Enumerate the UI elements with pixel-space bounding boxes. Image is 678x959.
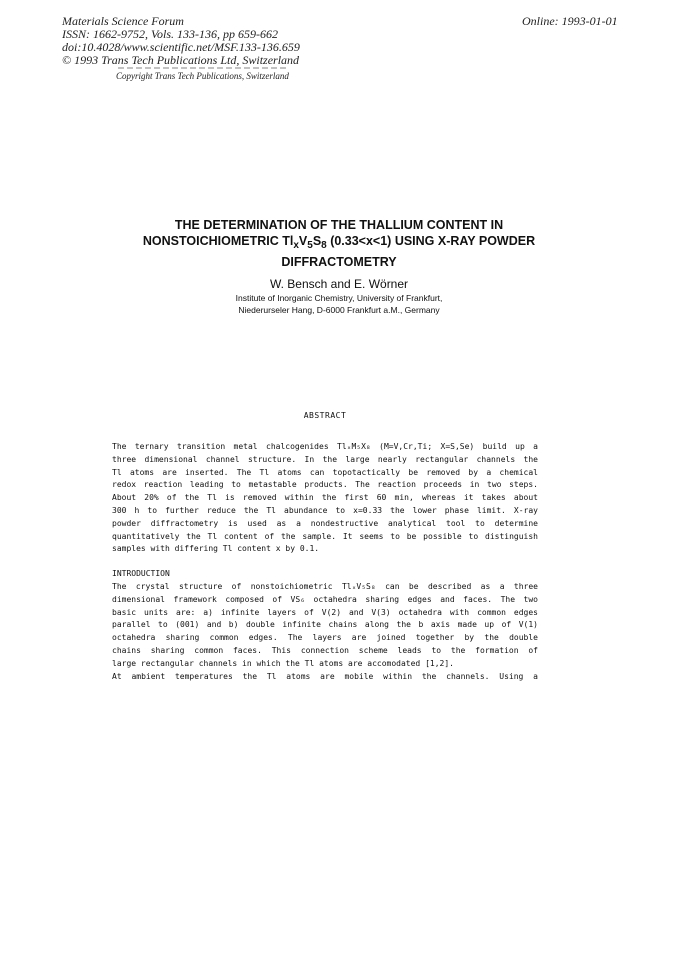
doi-line: doi:10.4028/www.scientific.net/MSF.133-136.659 bbox=[62, 40, 300, 54]
journal-header bbox=[62, 15, 300, 67]
intro-line: The crystal structure of nonstoichiometric TlₓV₅S₈ can be described as a three bbox=[112, 582, 538, 591]
affiliation: Institute of Inorganic Chemistry, University of Frankfurt, Niederurseler Hang, D-6000 Frankfurt a.M., Germany bbox=[235, 293, 443, 315]
abstract-line: 300 h to further reduce the Tl abundance to x=0.33 the lower phase limit. X-ray bbox=[112, 505, 538, 515]
copyright-stamp: Copyright Trans Tech Publications, Switzerland bbox=[116, 71, 289, 81]
intro-line: basic units are: a) infinite layers of V(2) and V(3) octahedra with common edges bbox=[112, 607, 538, 617]
intro-line: parallel to (001) and b) double infinite chains along the b axis made up of V(1) bbox=[112, 620, 538, 630]
intro-line: dimensional framework composed of VS₆ octahedra sharing edges and faces. The two bbox=[112, 594, 538, 604]
authors: W. Bensch and E. Wörner bbox=[269, 277, 409, 291]
abstract-body bbox=[112, 441, 538, 556]
introduction-body bbox=[112, 581, 538, 683]
abstract-line: powder diffractometry is used as a nondestructive analytical tool to determine bbox=[112, 518, 538, 528]
abstract-line: quantitatively the Tl content of the sample. It seems to be possible to distinguish bbox=[112, 531, 538, 541]
journal-name: Materials Science Forum bbox=[62, 14, 184, 28]
title-line-2: NONSTOICHIOMETRIC $Tl_xV_5S_8$ (0.33<x<1) USING X-RAY POWDER bbox=[142, 234, 536, 251]
title-line-1: THE DETERMINATION OF THE THALLIUM CONTENT IN bbox=[174, 218, 504, 232]
introduction-heading: INTRODUCTION bbox=[112, 569, 170, 578]
intro-line: At ambient temperatures the Tl atoms are mobile within the channels. Using a bbox=[112, 671, 538, 681]
abstract-line: Tl atoms are inserted. The Tl atoms can topotactically be removed by a chemical bbox=[112, 467, 538, 477]
abstract-line: About 20% of the Tl is removed within the first 60 min, whereas it takes about bbox=[112, 493, 538, 503]
intro-line: chains sharing common faces. This connection scheme leads to the formation of bbox=[112, 645, 538, 655]
issn-line: ISSN: 1662-9752, Vols. 133-136, pp 659-662 bbox=[62, 27, 278, 41]
online-date: Online: 1993-01-01 bbox=[522, 14, 618, 28]
abstract-line: samples with differing Tl content x by 0.1. bbox=[112, 544, 320, 554]
abstract-heading: ABSTRACT bbox=[303, 411, 347, 420]
abstract-line: three dimensional channel structure. In the large nearly rectangular channels the bbox=[112, 454, 538, 464]
title-line-3: DIFFRACTOMETRY bbox=[281, 255, 397, 269]
intro-line: large rectangular channels in which the Tl atoms are accomodated [1,2]. bbox=[112, 658, 454, 668]
abstract-line: redox reaction leading to metastable products. The reaction proceeds in two steps. bbox=[112, 480, 538, 490]
abstract-line: The ternary transition metal chalcogenides TlₓM₅X₈ (M=V,Cr,Ti; X=S,Se) build up a bbox=[112, 442, 538, 451]
paper-title bbox=[95, 217, 583, 270]
copyright-line: © 1993 Trans Tech Publications Ltd, Switzerland bbox=[62, 53, 300, 67]
scan-artifact bbox=[118, 67, 288, 69]
intro-line: octahedra sharing common edges. The layers are joined together by the double bbox=[112, 633, 538, 643]
